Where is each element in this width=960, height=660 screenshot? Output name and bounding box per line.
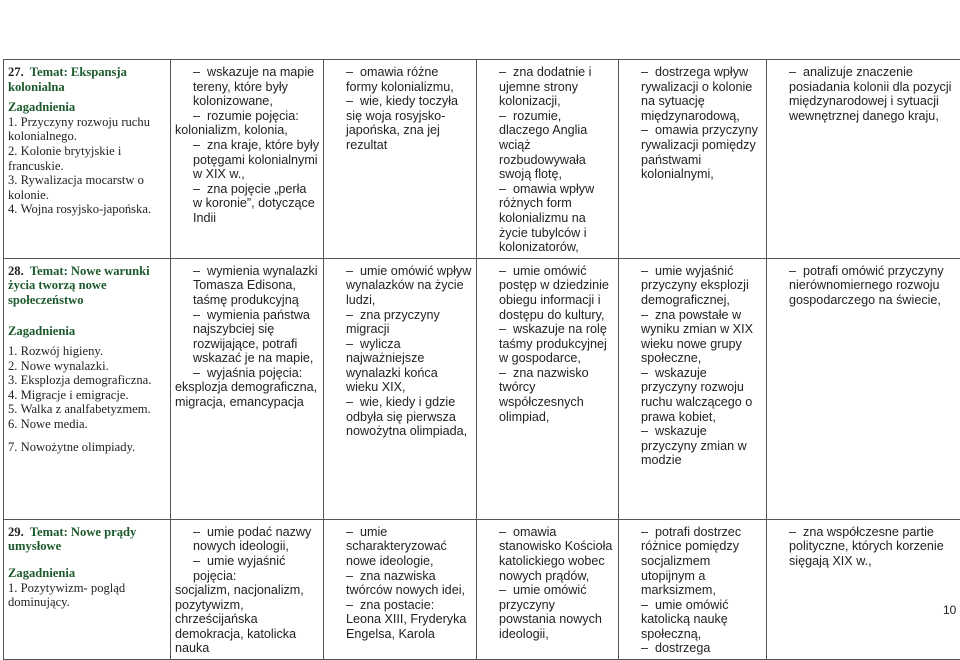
topic-label: Temat:	[30, 65, 68, 79]
list-item: eksplozja demograficzna, migracja, emancypacja	[175, 380, 319, 409]
issues-list	[8, 115, 166, 217]
list-item: 4. Wojna rosyjsko-japońska.	[8, 202, 166, 217]
list-item: – omawia wpływ różnych form kolonializmu na życie tubylców i kolonizatorów,	[481, 182, 614, 255]
list-item: – wskazuje na rolę taśmy produkcyjnej w gospodarce,	[481, 322, 614, 366]
list-item: – umie omówić postęp w dziedzinie obiegu informacji i dostępu do kultury,	[481, 264, 614, 322]
list-item: – zna przyczyny migracji	[328, 308, 472, 337]
list-item: – umie scharakteryzować nowe ideologie,	[328, 525, 472, 569]
list-item: kolonializm, kolonia,	[175, 123, 319, 138]
list-item: – zna nazwisko twórcy współczesnych olimpiad,	[481, 366, 614, 424]
list-item: – zna pojęcie „perła w koronie”, dotyczące Indii	[175, 182, 319, 226]
list-item: – wskazuje przyczyny rozwoju ruchu walczącego o prawa kobiet,	[623, 366, 762, 424]
list-item: – omawia różne formy kolonializmu,	[328, 65, 472, 94]
requirements-cell	[767, 60, 960, 259]
list-item: socjalizm, nacjonalizm, pozytywizm, chrześcijańska demokracja, katolicka nauka	[175, 583, 319, 656]
table-row	[4, 60, 960, 259]
list-item: – wymienia państwa najszybciej się rozwijające, potrafi wskazać je na mapie,	[175, 308, 319, 366]
list-item: 3. Rywalizacja mocarstw o kolonie.	[8, 173, 166, 202]
list-item: – potrafi omówić przyczyny nierównomiernego rozwoju gospodarczego na świecie,	[771, 264, 956, 308]
issues-list	[8, 581, 166, 610]
list-item: – wskazuje przyczyny zmian w modzie	[623, 424, 762, 468]
issues-heading: Zagadnienia	[8, 566, 166, 581]
list-item: – analizuje znaczenie posiadania kolonii dla pozycji międzynarodowej i sytuacji wewnętrznej danego kraju,	[771, 65, 956, 123]
list-item: – dostrzega wpływ rywalizacji o kolonie na sytuację międzynarodową,	[623, 65, 762, 123]
requirements-cell	[477, 258, 619, 519]
list-item: – umie podać nazwy nowych ideologii,	[175, 525, 319, 554]
list-item: – wylicza najważniejsze wynalazki końca wieku XIX,	[328, 337, 472, 395]
issues-list	[8, 344, 166, 454]
requirements-cell	[477, 60, 619, 259]
list-item: – umie wyjaśnić pojęcia:	[175, 554, 319, 583]
requirements-cell	[477, 519, 619, 659]
row-number: 27.	[8, 65, 24, 79]
requirements-cell	[324, 60, 477, 259]
list-item: – rozumie pojęcia:	[175, 109, 319, 124]
row-number: 28.	[8, 264, 24, 278]
topic-cell	[4, 519, 171, 659]
list-item: 6. Nowe media.	[8, 417, 166, 432]
list-item: 4. Migracje i emigracje.	[8, 388, 166, 403]
list-item: – zna dodatnie i ujemne strony kolonizacji,	[481, 65, 614, 109]
list-item: 2. Nowe wynalazki.	[8, 359, 166, 374]
list-item: – zna współczesne partie polityczne, których korzenie sięgają XIX w.,	[771, 525, 956, 569]
list-item: – wie, kiedy toczyła się woja rosyjsko-japońska, zna jej rezultat	[328, 94, 472, 152]
requirements-cell	[324, 519, 477, 659]
list-item: 3. Eksplozja demograficzna.	[8, 373, 166, 388]
row-number: 29.	[8, 525, 24, 539]
issues-heading: Zagadnienia	[8, 324, 166, 339]
requirements-cell	[324, 258, 477, 519]
page-number: 10	[943, 603, 956, 617]
list-item: 2. Kolonie brytyjskie i francuskie.	[8, 144, 166, 173]
list-item: – zna nazwiska twórców nowych idei,	[328, 569, 472, 598]
topic-cell	[4, 60, 171, 259]
requirements-cell	[767, 519, 960, 659]
table-row	[4, 519, 960, 659]
list-item: – wymienia wynalazki Tomasza Edisona, taśmę produkcyjną	[175, 264, 319, 308]
list-item: – zna postacie: Leona XIII, Fryderyka Engelsa, Karola	[328, 598, 472, 642]
topic-title: Nowe prądy umysłowe	[8, 525, 136, 554]
requirements-cell	[767, 258, 960, 519]
list-item: 5. Walka z analfabetyzmem.	[8, 402, 166, 417]
requirements-cell	[619, 258, 767, 519]
topic-title: Ekspansja kolonialna	[8, 65, 127, 94]
table-row	[4, 258, 960, 519]
requirements-cell	[171, 60, 324, 259]
requirements-cell	[619, 519, 767, 659]
list-item: – wskazuje na mapie tereny, które były kolonizowane,	[175, 65, 319, 109]
list-item: 1. Przyczyny rozwoju ruchu kolonialnego.	[8, 115, 166, 144]
list-item: – umie omówić katolicką naukę społeczną,	[623, 598, 762, 642]
list-item: 7. Nowożytne olimpiady.	[8, 440, 166, 455]
requirements-cell	[171, 519, 324, 659]
list-item: 1. Pozytywizm- pogląd dominujący.	[8, 581, 166, 610]
requirements-cell	[619, 60, 767, 259]
list-item: – zna kraje, które były potęgami kolonialnymi w XIX w.,	[175, 138, 319, 182]
requirements-cell	[171, 258, 324, 519]
list-item: 1. Rozwój higieny.	[8, 344, 166, 359]
topic-label: Temat:	[30, 525, 68, 539]
topic-title: Nowe warunki życia tworzą nowe społeczeństwo	[8, 264, 150, 307]
topic-label: Temat:	[30, 264, 68, 278]
curriculum-table	[3, 59, 960, 660]
list-item: – dostrzega	[623, 641, 762, 656]
list-item: – umie omówić przyczyny powstania nowych ideologii,	[481, 583, 614, 641]
topic-cell	[4, 258, 171, 519]
list-item: – zna powstałe w wyniku zmian w XIX wieku nowe grupy społeczne,	[623, 308, 762, 366]
issues-heading: Zagadnienia	[8, 100, 166, 115]
list-item: – umie omówić wpływ wynalazków na życie ludzi,	[328, 264, 472, 308]
list-item: – umie wyjaśnić przyczyny eksplozji demograficznej,	[623, 264, 762, 308]
list-item: – rozumie, dlaczego Anglia wciąż rozbudowywała swoją flotę,	[481, 109, 614, 182]
list-item: – omawia stanowisko Kościoła katolickiego wobec nowych prądów,	[481, 525, 614, 583]
list-item: – wyjaśnia pojęcia:	[175, 366, 319, 381]
list-item: – omawia przyczyny rywalizacji pomiędzy państwami kolonialnymi,	[623, 123, 762, 181]
list-item: – potrafi dostrzec różnice pomiędzy socjalizmem utopijnym a marksizmem,	[623, 525, 762, 598]
list-item: – wie, kiedy i gdzie odbyła się pierwsza nowożytna olimpiada,	[328, 395, 472, 439]
